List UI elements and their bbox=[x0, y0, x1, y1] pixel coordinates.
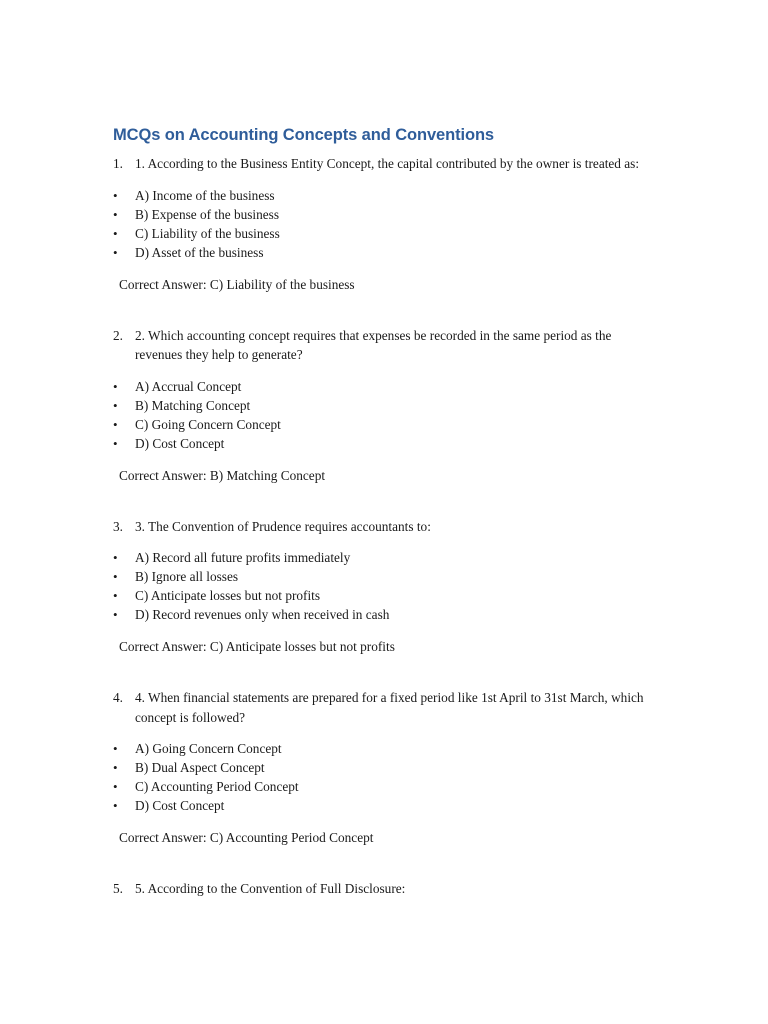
question-block bbox=[113, 154, 658, 294]
option-text: B) Expense of the business bbox=[135, 206, 280, 222]
question-text: 3. The Convention of Prudence requires accountants to: bbox=[135, 518, 431, 534]
question-text: 4. When financial statements are prepared for a fixed period like 1st April to 31st March, which concept is followed? bbox=[135, 690, 644, 725]
option-item bbox=[113, 605, 658, 624]
option-item bbox=[113, 243, 658, 262]
bullet-icon: • bbox=[113, 798, 118, 813]
question-number: 2. bbox=[113, 327, 123, 343]
bullet-icon: • bbox=[113, 397, 118, 413]
option-text: C) Liability of the business bbox=[135, 225, 280, 241]
bullet-icon: • bbox=[113, 378, 118, 394]
bullet-icon: • bbox=[113, 244, 118, 260]
document-title: MCQs on Accounting Concepts and Conventions bbox=[113, 126, 495, 144]
question bbox=[113, 688, 658, 727]
option-item bbox=[113, 224, 658, 243]
option-text: A) Income of the business bbox=[135, 187, 275, 203]
bullet-icon: • bbox=[113, 550, 118, 565]
bullet-icon: • bbox=[113, 588, 118, 603]
option-item bbox=[113, 739, 658, 758]
bullet-icon: • bbox=[113, 225, 118, 241]
option-item bbox=[113, 396, 658, 415]
option-text: A) Record all future profits immediately bbox=[135, 550, 351, 565]
bullet-icon: • bbox=[113, 187, 118, 203]
bullet-icon: • bbox=[113, 569, 118, 584]
option-text: D) Record revenues only when received in cash bbox=[135, 607, 390, 622]
option-text: C) Accounting Period Concept bbox=[135, 779, 299, 794]
question-block bbox=[113, 879, 658, 899]
question-number: 3. bbox=[113, 518, 123, 534]
question bbox=[113, 154, 658, 174]
question-text: 2. Which accounting concept requires that expenses be recorded in the same period as the revenues they help to generate? bbox=[135, 327, 612, 362]
question bbox=[113, 326, 658, 365]
question-list bbox=[113, 154, 658, 899]
option-item bbox=[113, 758, 658, 777]
question-number: 1. bbox=[113, 156, 123, 171]
option-item bbox=[113, 415, 658, 434]
option-text: A) Going Concern Concept bbox=[135, 741, 282, 756]
question-block bbox=[113, 688, 658, 847]
option-text: C) Anticipate losses but not profits bbox=[135, 588, 321, 603]
option-item bbox=[113, 205, 658, 224]
option-item bbox=[113, 796, 658, 815]
option-text: D) Cost Concept bbox=[135, 798, 225, 813]
bullet-icon: • bbox=[113, 741, 118, 756]
question-block bbox=[113, 517, 658, 657]
option-item bbox=[113, 567, 658, 586]
option-text: D) Asset of the business bbox=[135, 244, 264, 260]
option-text: D) Cost Concept bbox=[135, 435, 225, 451]
option-text: B) Ignore all losses bbox=[135, 569, 239, 584]
option-item bbox=[113, 548, 658, 567]
option-item bbox=[113, 377, 658, 396]
option-text: C) Going Concern Concept bbox=[135, 416, 281, 432]
option-text: B) Matching Concept bbox=[135, 397, 251, 413]
correct-answer: Correct Answer: B) Matching Concept bbox=[119, 467, 326, 483]
correct-answer: Correct Answer: C) Accounting Period Concept bbox=[119, 830, 374, 845]
bullet-icon: • bbox=[113, 607, 118, 622]
option-text: B) Dual Aspect Concept bbox=[135, 760, 265, 775]
option-list bbox=[113, 739, 658, 815]
bullet-icon: • bbox=[113, 760, 118, 775]
option-item bbox=[113, 586, 658, 605]
option-list bbox=[113, 186, 658, 262]
correct-answer: Correct Answer: C) Anticipate losses but not profits bbox=[119, 639, 395, 654]
question bbox=[113, 879, 658, 899]
document-page bbox=[113, 124, 658, 931]
bullet-icon: • bbox=[113, 435, 118, 451]
question-number: 5. bbox=[113, 881, 123, 896]
question-number: 4. bbox=[113, 690, 123, 705]
option-item bbox=[113, 777, 658, 796]
question-block bbox=[113, 326, 658, 485]
question-text: 5. According to the Convention of Full Disclosure: bbox=[135, 881, 406, 896]
option-list bbox=[113, 548, 658, 624]
correct-answer: Correct Answer: C) Liability of the business bbox=[119, 276, 355, 292]
bullet-icon: • bbox=[113, 416, 118, 432]
option-item bbox=[113, 186, 658, 205]
question bbox=[113, 517, 658, 537]
question-text: 1. According to the Business Entity Concept, the capital contributed by the owner is treated as: bbox=[135, 156, 640, 171]
bullet-icon: • bbox=[113, 206, 118, 222]
option-item bbox=[113, 434, 658, 453]
bullet-icon: • bbox=[113, 779, 118, 794]
option-list bbox=[113, 377, 658, 453]
option-text: A) Accrual Concept bbox=[135, 378, 242, 394]
